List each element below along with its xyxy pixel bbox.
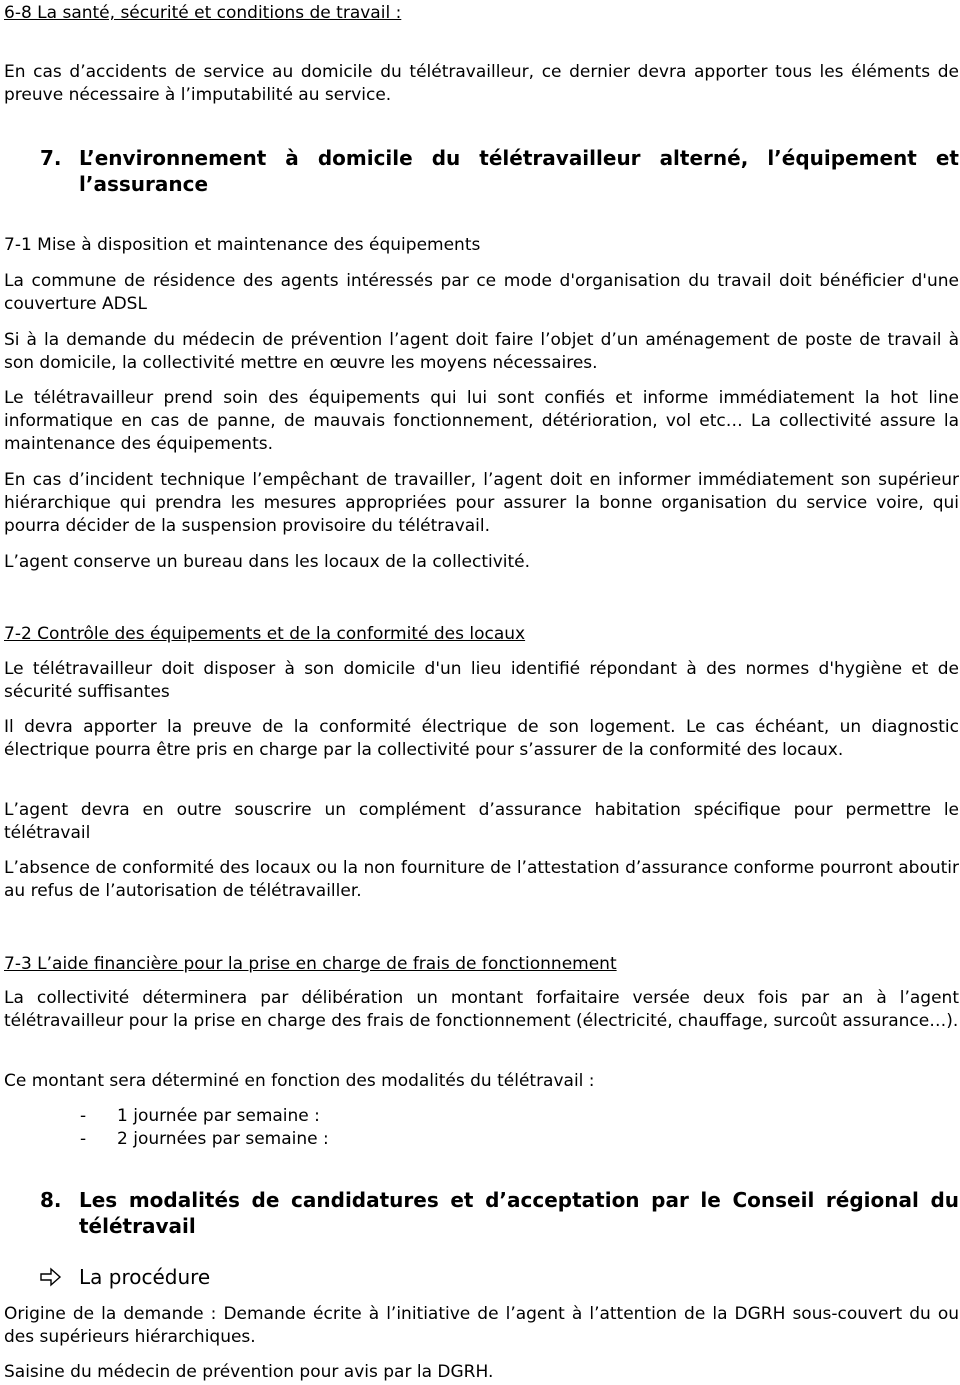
section-8-heading [4, 1187, 959, 1239]
section-6-8-paragraph: En cas d’accidents de service au domicile du télétravailleur, ce dernier devra apporter tous les éléments de preuve nécessaire à l’imputabilité au service. [4, 62, 959, 105]
section-6-8-title: 6-8 La santé, sécurité et conditions de travail : [4, 3, 402, 23]
procedure-paragraph-2: Saisine du médecin de prévention pour avis par la DGRH. [4, 1362, 494, 1382]
section-7-1-paragraph-4: En cas d’incident technique l’empêchant de travailler, l’agent doit en informer immédiatement son supérieur hiérarchique qui prendra les mesures appropriées pour assurer la bonne organisation du service voire, qui pourra décider de la suspension provisoire du télétravail. [4, 470, 959, 536]
section-7-number: 7. [40, 146, 62, 170]
section-7-1-paragraph-1: La commune de résidence des agents intéressés par ce mode d'organisation du travail doit bénéficier d'une couverture ADSL [4, 271, 959, 314]
list-dash: - [80, 1106, 87, 1126]
section-7-2-paragraph-4: L’absence de conformité des locaux ou la non fourniture de l’attestation d’assurance conforme pourront aboutir au refus de l’autorisation de télétravailler. [4, 858, 959, 901]
section-7-1-title: 7-1 Mise à disposition et maintenance des équipements [4, 235, 481, 255]
section-8-title: Les modalités de candidatures et d’acceptation par le Conseil régional du télétravail [79, 1188, 959, 1238]
arrow-right-outline-icon [40, 1267, 62, 1287]
procedure-paragraph-1: Origine de la demande : Demande écrite à l’initiative de l’agent à l’attention de la DGRH sous-couvert du ou des supérieurs hiérarchiques. [4, 1304, 959, 1347]
section-7-1-paragraph-5: L’agent conserve un bureau dans les locaux de la collectivité. [4, 552, 531, 572]
list-item-label: 1 journée par semaine : [117, 1106, 320, 1126]
section-8-number: 8. [40, 1188, 62, 1212]
list-item-label: 2 journées par semaine : [117, 1129, 329, 1149]
section-7-2-paragraph-1: Le télétravailleur doit disposer à son domicile d'un lieu identifié répondant à des normes d'hygiène et de sécurité suffisantes [4, 659, 959, 702]
section-7-3-paragraph-1: La collectivité déterminera par délibération un montant forfaitaire versée deux fois par an à l’agent télétravailleur pour la prise en charge des frais de fonctionnement (électricité, chauffage, surcoût assurance…). [4, 988, 959, 1031]
list-dash: - [80, 1129, 87, 1149]
section-7-3-paragraph-2: Ce montant sera déterminé en fonction des modalités du télétravail : [4, 1071, 595, 1091]
section-7-2-paragraph-3: L’agent devra en outre souscrire un complément d’assurance habitation spécifique pour permettre le télétravail [4, 800, 959, 843]
procedure-title: La procédure [79, 1265, 211, 1289]
section-7-1-paragraph-2: Si à la demande du médecin de prévention l’agent doit faire l’objet d’un aménagement de poste de travail à son domicile, la collectivité mettre en œuvre les moyens nécessaires. [4, 330, 959, 373]
list-item [80, 1106, 480, 1129]
section-7-2-title: 7-2 Contrôle des équipements et de la conformité des locaux [4, 624, 526, 644]
section-7-1-paragraph-3: Le télétravailleur prend soin des équipements qui lui sont confiés et informe immédiatement la hot line informatique en cas de panne, de mauvais fonctionnement, détérioration, vol etc… La collectivité assure la maintenance des équipements. [4, 388, 959, 454]
section-7-3-title: 7-3 L’aide financière pour la prise en charge de frais de fonctionnement [4, 954, 617, 974]
section-7-2-paragraph-2: Il devra apporter la preuve de la conformité électrique de son logement. Le cas échéant, un diagnostic électrique pourra être pris en charge par la collectivité pour s’assurer de la conformité des locaux. [4, 717, 959, 760]
section-7-title: L’environnement à domicile du télétravailleur alterné, l’équipement et l’assurance [79, 146, 959, 196]
list-item [80, 1129, 480, 1152]
section-7-heading [4, 145, 959, 197]
